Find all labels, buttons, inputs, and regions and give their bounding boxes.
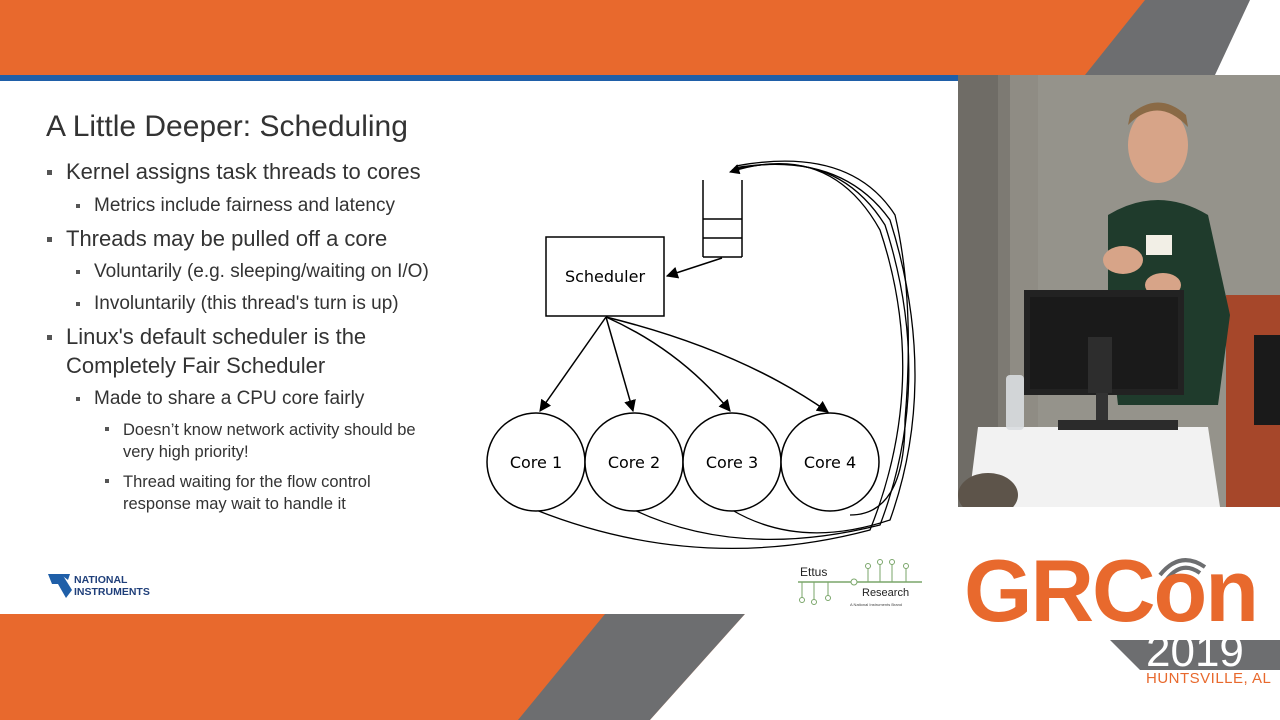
core-label: Core 1 bbox=[509, 453, 563, 472]
bullet-item: Thread waiting for the flow control bbox=[123, 473, 371, 491]
top-banner bbox=[0, 0, 1280, 75]
core-label: Core 2 bbox=[607, 453, 661, 472]
grcon-wordmark: GRCon bbox=[964, 541, 1258, 640]
scheduler-diagram bbox=[470, 140, 940, 560]
ettus-logo-line2: Research bbox=[862, 587, 910, 599]
scheduler-to-core-4-arrow bbox=[606, 317, 828, 412]
grcon-location: HUNTSVILLE, AL bbox=[1146, 670, 1272, 687]
ettus-logo-tagline: A National Instruments Brand bbox=[850, 602, 903, 607]
bullet-item: Kernel assigns task threads to cores bbox=[66, 159, 421, 184]
core-3-node bbox=[683, 413, 781, 511]
bullet-item: Doesn’t know network activity should be bbox=[123, 421, 416, 439]
scheduler-to-core-1-arrow bbox=[540, 317, 606, 411]
core-2-node bbox=[585, 413, 683, 511]
bullet-item-continued: very high priority! bbox=[123, 443, 249, 461]
bullet-item-continued: response may wait to handle it bbox=[123, 495, 346, 513]
thread-queue bbox=[703, 180, 742, 257]
scheduler-to-core-2-arrow bbox=[606, 317, 633, 411]
ni-logo-line1: NATIONAL bbox=[74, 574, 128, 586]
bullet-item-continued: Completely Fair Scheduler bbox=[66, 353, 326, 378]
bullet-item: Made to share a CPU core fairly bbox=[94, 388, 365, 409]
national-instruments-logo bbox=[46, 570, 166, 602]
scheduler-to-core-3-arrow bbox=[606, 317, 730, 411]
ettus-research-logo bbox=[788, 558, 926, 610]
ettus-logo-line1: Ettus bbox=[800, 565, 828, 579]
grcon-year: 2019 bbox=[1146, 627, 1244, 676]
core-label: Core 4 bbox=[803, 453, 857, 472]
presenter-video bbox=[958, 75, 1280, 507]
bullet-item: Involuntarily (this thread's turn is up) bbox=[94, 293, 399, 314]
bullet-item: Threads may be pulled off a core bbox=[66, 226, 388, 251]
scheduler-label: Scheduler bbox=[564, 267, 646, 286]
bullet-item: Metrics include fairness and latency bbox=[94, 195, 395, 216]
ni-logo-line2: INSTRUMENTS bbox=[74, 586, 150, 598]
bullet-item: Linux's default scheduler is the bbox=[66, 324, 367, 349]
core-label: Core 3 bbox=[705, 453, 759, 472]
core-1-node bbox=[487, 413, 585, 511]
slide-title: A Little Deeper: Scheduling bbox=[46, 110, 408, 143]
queue-to-scheduler-arrow bbox=[667, 258, 722, 276]
bullet-item: Voluntarily (e.g. sleeping/waiting on I/O) bbox=[94, 261, 429, 282]
core-4-node bbox=[781, 413, 879, 511]
